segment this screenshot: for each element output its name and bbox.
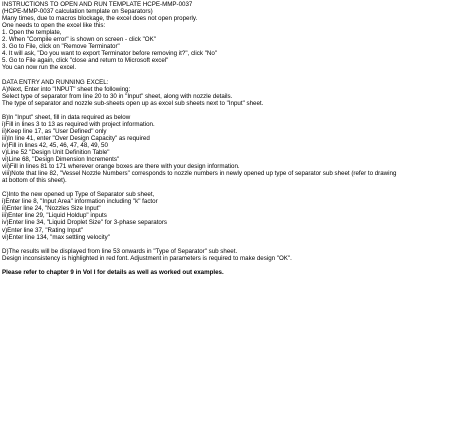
intro-line: You can now run the excel. <box>2 64 77 72</box>
section-line: Design inconsistency is highlighted in red font. Adjustment in parameters is required to make design "OK". <box>2 254 292 262</box>
intro-line: Many times, due to macros blockage, the excel does not open properly. <box>2 15 198 23</box>
section-item: i)Enter line 8, "Input Area" information including "k" factor <box>2 198 158 206</box>
section-b <box>2 114 474 184</box>
spacer <box>2 107 474 114</box>
intro-step: 2. When "Compile error" is shown on screen - click "OK" <box>2 36 156 44</box>
section-heading: DATA ENTRY AND RUNNING EXCEL: <box>2 78 109 86</box>
section-item: vii)Fill in lines 81 to 171 wherever orange boxes are there with your design information. <box>2 163 240 171</box>
section-item: at bottom of this sheet). <box>2 177 67 185</box>
intro-step: 5. Go to File again, click "close and return to Microsoft excel" <box>2 57 169 65</box>
section-line: The type of separator and nozzle sub-sheets open up as excel sub sheets next to "Input" sheet. <box>2 99 264 107</box>
section-item: iii)In line 41, enter "Over Design Capacity" as required <box>2 134 150 142</box>
section-item: v)Line 52 "Design Unit Definition Table" <box>2 148 110 156</box>
section-item: v)Enter line 37, "Rating Input" <box>2 226 84 234</box>
section-item: iv)Enter line 34, "Liquid Droplet Size" for 3-phase separators <box>2 219 168 227</box>
section-item: i)Fill in lines 3 to 13 as required with project information. <box>2 120 155 128</box>
section-item: vi)Enter line 134, "max settling velocity" <box>2 233 110 241</box>
intro-step: 4. It will ask, "Do you want to export Terminator before removing it?", click "No" <box>2 50 218 58</box>
section-line: A)Next, Enter into "INPUT" sheet the following: <box>2 85 131 93</box>
doc-subtitle: (HCPE-MMP-0037 calculation template on Separators) <box>2 8 153 16</box>
section-heading: B)In "Input" sheet, fill in data required as below <box>2 113 131 121</box>
section-line: Select type of separator from line 20 to 30 in "Input" sheet, along with nozzle details. <box>2 92 233 100</box>
section-item: viii)Note that line 82, "Vessel Nozzle Numbers" corresponds to nozzle numbers in newly opened up type of separator sub sheet (refer to drawing <box>2 170 397 178</box>
data-entry-section <box>2 79 474 107</box>
spacer <box>2 184 474 191</box>
intro-step: 3. Go to File, click on "Remove Terminator" <box>2 43 120 51</box>
footer-note: Please refer to chapter 9 in Vol I for details as well as worked out examples. <box>2 268 224 276</box>
spacer <box>2 262 474 269</box>
section-heading: C)Into the new opened up Type of Separator sub sheet, <box>2 191 155 199</box>
spacer <box>2 241 474 248</box>
section-item: iv)Fill in lines 42, 45, 46, 47, 48, 49, 50 <box>2 141 108 149</box>
section-item: vi)Line 68, "Design Dimension Increments" <box>2 156 120 164</box>
spacer <box>2 71 474 78</box>
doc-title: INSTRUCTIONS TO OPEN AND RUN TEMPLATE HCPE-MMP-0037 <box>2 1 193 8</box>
intro-section <box>2 1 474 71</box>
intro-step: 1. Open the template, <box>2 29 62 37</box>
section-heading: D)The results will be displayed from line 53 onwards in "Type of Separator" sub sheet. <box>2 247 238 255</box>
intro-line: One needs to open the excel like this: <box>2 22 106 30</box>
section-item: ii)Enter line 24, "Nozzles Size Input" <box>2 205 101 213</box>
section-item: iii)Enter line 29, "Liquid Holdup" inputs <box>2 212 107 220</box>
section-d <box>2 248 474 262</box>
section-item: ii)Keep line 17, as "User Defined" only <box>2 127 107 135</box>
section-c <box>2 191 474 240</box>
